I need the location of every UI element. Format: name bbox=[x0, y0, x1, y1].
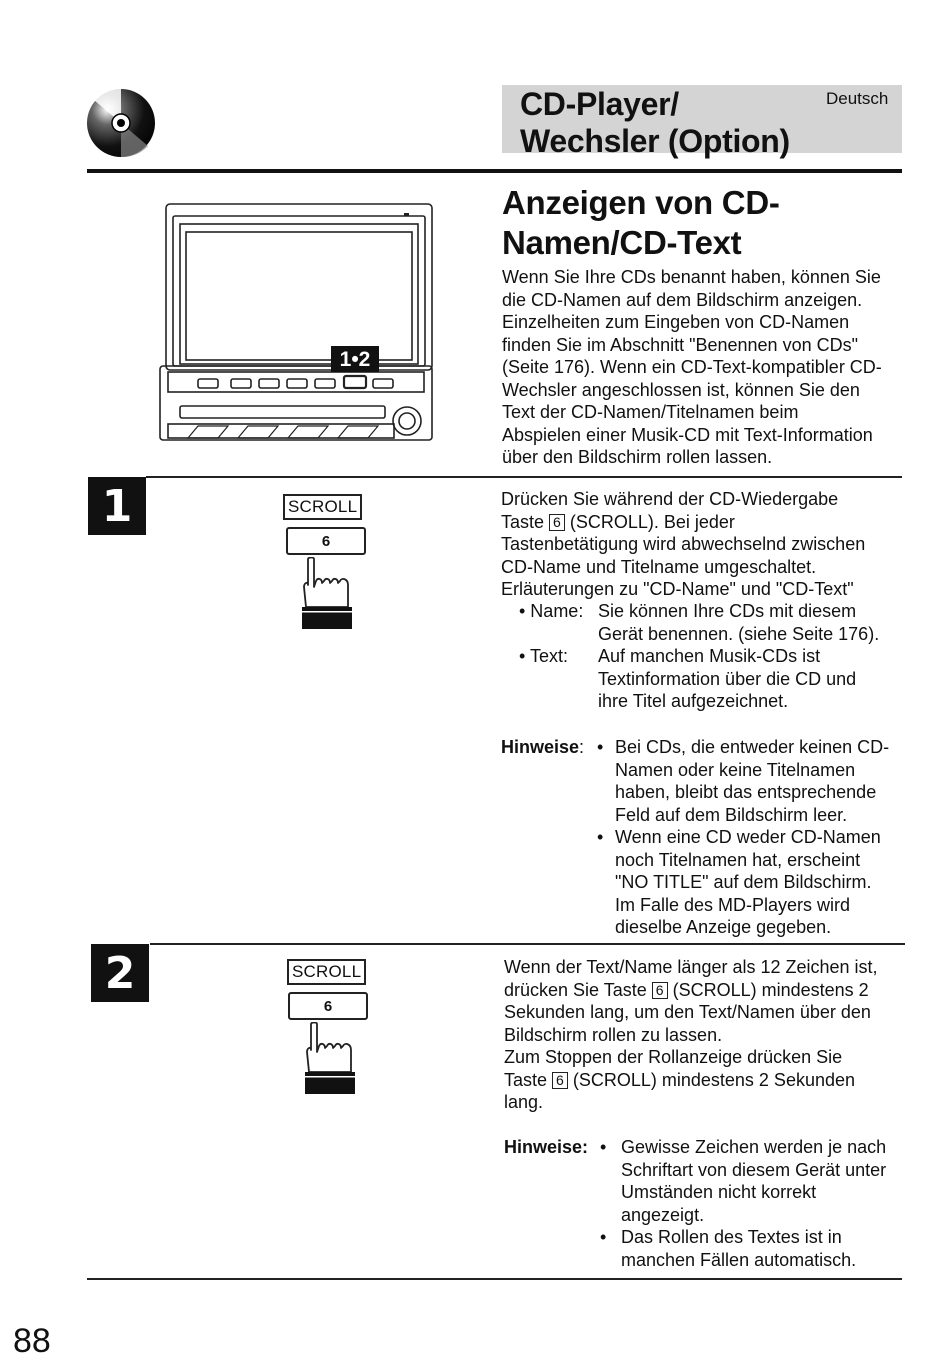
step1-notes bbox=[501, 736, 906, 939]
definitions-list bbox=[502, 600, 902, 713]
intro-line: Wenn Sie Ihre CDs benannt haben, können Sie bbox=[502, 267, 881, 287]
bullet-icon: • bbox=[597, 827, 604, 847]
note-item bbox=[600, 1136, 886, 1226]
step1-instructions bbox=[501, 488, 911, 601]
notes-label: Hinweise: bbox=[504, 1137, 589, 1157]
step1-line: CD-Name und Titelname umgeschaltet. bbox=[501, 556, 817, 577]
step2-line bbox=[504, 979, 924, 1002]
section-title-line2: Namen/CD-Text bbox=[502, 224, 742, 261]
step1-line bbox=[501, 511, 911, 534]
step2-divider bbox=[150, 943, 905, 945]
chapter-title-line2: Wechsler (Option) bbox=[520, 123, 790, 159]
device-callout: 1•2 bbox=[339, 348, 371, 371]
step2-line: Zum Stoppen der Rollanzeige drücken Sie bbox=[504, 1047, 843, 1067]
note-line: Im Falle des MD-Players wird bbox=[615, 894, 851, 915]
step2-line: Bildschirm rollen zu lassen. bbox=[504, 1024, 723, 1045]
definition-name bbox=[502, 600, 902, 645]
section-title bbox=[502, 183, 780, 263]
definition-line: Auf manchen Musik-CDs ist bbox=[598, 646, 821, 666]
note-line: dieselbe Anzeige gegeben. bbox=[615, 917, 832, 937]
bullet-icon: • bbox=[597, 737, 604, 757]
page-number: 88 bbox=[13, 1322, 51, 1360]
intro-line: die CD-Namen auf dem Bildschirm anzeigen. bbox=[502, 289, 863, 310]
text-fragment: (SCROLL) mindestens 2 bbox=[672, 979, 869, 1000]
step2-line: lang. bbox=[504, 1092, 544, 1112]
text-fragment: Taste bbox=[504, 1069, 548, 1090]
note-line: haben, bleibt das entsprechende bbox=[615, 782, 877, 802]
note-line: Wenn eine CD weder CD-Namen bbox=[615, 827, 881, 847]
notes-label-text: Hinweise bbox=[501, 737, 580, 757]
header-divider bbox=[87, 169, 902, 173]
intro-line: (Seite 176). Wenn ein CD-Text-kompatibler CD- bbox=[502, 357, 882, 377]
text-fragment: Taste bbox=[501, 511, 545, 532]
step1-line: Erläuterungen zu "CD-Name" und "CD-Text" bbox=[501, 579, 854, 599]
note-line: manchen Fällen automatisch. bbox=[621, 1249, 857, 1270]
intro-line: über den Bildschirm rollen lassen. bbox=[502, 447, 773, 467]
notes-list bbox=[597, 736, 889, 939]
step2-line bbox=[504, 1069, 924, 1092]
language-label: Deutsch bbox=[826, 89, 889, 108]
key-6-button: 6 bbox=[288, 992, 368, 1020]
text-fragment: (SCROLL). Bei jeder bbox=[569, 511, 735, 532]
pressing-finger-icon bbox=[303, 1022, 359, 1096]
notes-list bbox=[600, 1136, 886, 1271]
note-line: angezeigt. bbox=[621, 1204, 705, 1225]
step2-instructions bbox=[504, 956, 924, 1114]
step1-divider bbox=[146, 476, 902, 478]
chapter-title-line1: CD-Player/ bbox=[520, 86, 679, 122]
intro-paragraph bbox=[502, 266, 912, 469]
definition-text-entry bbox=[502, 645, 902, 713]
definition-line: Gerät benennen. (siehe Seite 176). bbox=[598, 623, 880, 644]
key-6-button: 6 bbox=[286, 527, 366, 555]
note-line: Feld auf dem Bildschirm leer. bbox=[615, 804, 848, 825]
intro-line: finden Sie im Abschnitt "Benennen von CDs" bbox=[502, 334, 858, 355]
head-unit-illustration bbox=[158, 202, 436, 446]
definition-text bbox=[598, 600, 879, 645]
definition-text bbox=[598, 645, 856, 713]
scroll-button-label: SCROLL bbox=[283, 494, 362, 520]
step-2-badge: 2 bbox=[91, 944, 149, 1002]
notes-label bbox=[501, 736, 597, 939]
intro-line: Text der CD-Namen/Titelnamen beim bbox=[502, 402, 799, 422]
step2-notes bbox=[504, 1136, 914, 1271]
cd-disc-icon bbox=[86, 88, 156, 158]
text-fragment: (SCROLL) mindestens 2 Sekunden bbox=[572, 1069, 856, 1090]
note-line: Umständen nicht korrekt bbox=[621, 1182, 817, 1202]
step-1-badge: 1 bbox=[88, 477, 146, 535]
step2-line: Wenn der Text/Name länger als 12 Zeichen ist, bbox=[504, 957, 878, 977]
section-title-line1: Anzeigen von CD- bbox=[502, 184, 780, 221]
note-line: "NO TITLE" auf dem Bildschirm. bbox=[615, 872, 872, 892]
footer-divider bbox=[87, 1278, 902, 1280]
intro-line: Wechsler angeschlossen ist, können Sie den bbox=[502, 379, 860, 400]
note-line: noch Titelnamen hat, erscheint bbox=[615, 849, 861, 870]
step1-line: Tastenbetätigung wird abwechselnd zwischen bbox=[501, 534, 866, 554]
definition-term: • Name: bbox=[519, 601, 584, 621]
definition-line: ihre Titel aufgezeichnet. bbox=[598, 691, 789, 711]
definition-line: Sie können Ihre CDs mit diesem bbox=[598, 601, 857, 621]
key-6-symbol: 6 bbox=[549, 514, 565, 531]
bullet-icon: • bbox=[600, 1227, 607, 1247]
intro-line: Abspielen einer Musik-CD mit Text-Information bbox=[502, 424, 873, 445]
note-line: Das Rollen des Textes ist in bbox=[621, 1227, 842, 1247]
note-line: Namen oder keine Titelnamen bbox=[615, 759, 856, 780]
note-item bbox=[597, 826, 889, 939]
intro-line: Einzelheiten zum Eingeben von CD-Namen bbox=[502, 312, 850, 332]
pressing-finger-icon bbox=[300, 557, 356, 631]
definition-line: Textinformation über die CD und bbox=[598, 668, 857, 689]
text-fragment: drücken Sie Taste bbox=[504, 979, 647, 1000]
step1-line: Drücken Sie während der CD-Wiedergabe bbox=[501, 489, 839, 509]
note-item bbox=[600, 1226, 886, 1271]
chapter-title bbox=[520, 86, 790, 160]
scroll-button-label: SCROLL bbox=[287, 959, 366, 985]
note-line: Schriftart von diesem Gerät unter bbox=[621, 1159, 887, 1180]
note-item bbox=[597, 736, 889, 826]
key-6-symbol: 6 bbox=[552, 1072, 568, 1089]
definition-term: • Text: bbox=[519, 646, 568, 666]
notes-colon: : bbox=[579, 737, 585, 757]
bullet-icon: • bbox=[600, 1137, 607, 1157]
note-line: Bei CDs, die entweder keinen CD- bbox=[615, 737, 890, 757]
note-line: Gewisse Zeichen werden je nach bbox=[621, 1137, 887, 1157]
step2-line: Sekunden lang, um den Text/Namen über den bbox=[504, 1002, 871, 1022]
key-6-symbol: 6 bbox=[652, 982, 668, 999]
